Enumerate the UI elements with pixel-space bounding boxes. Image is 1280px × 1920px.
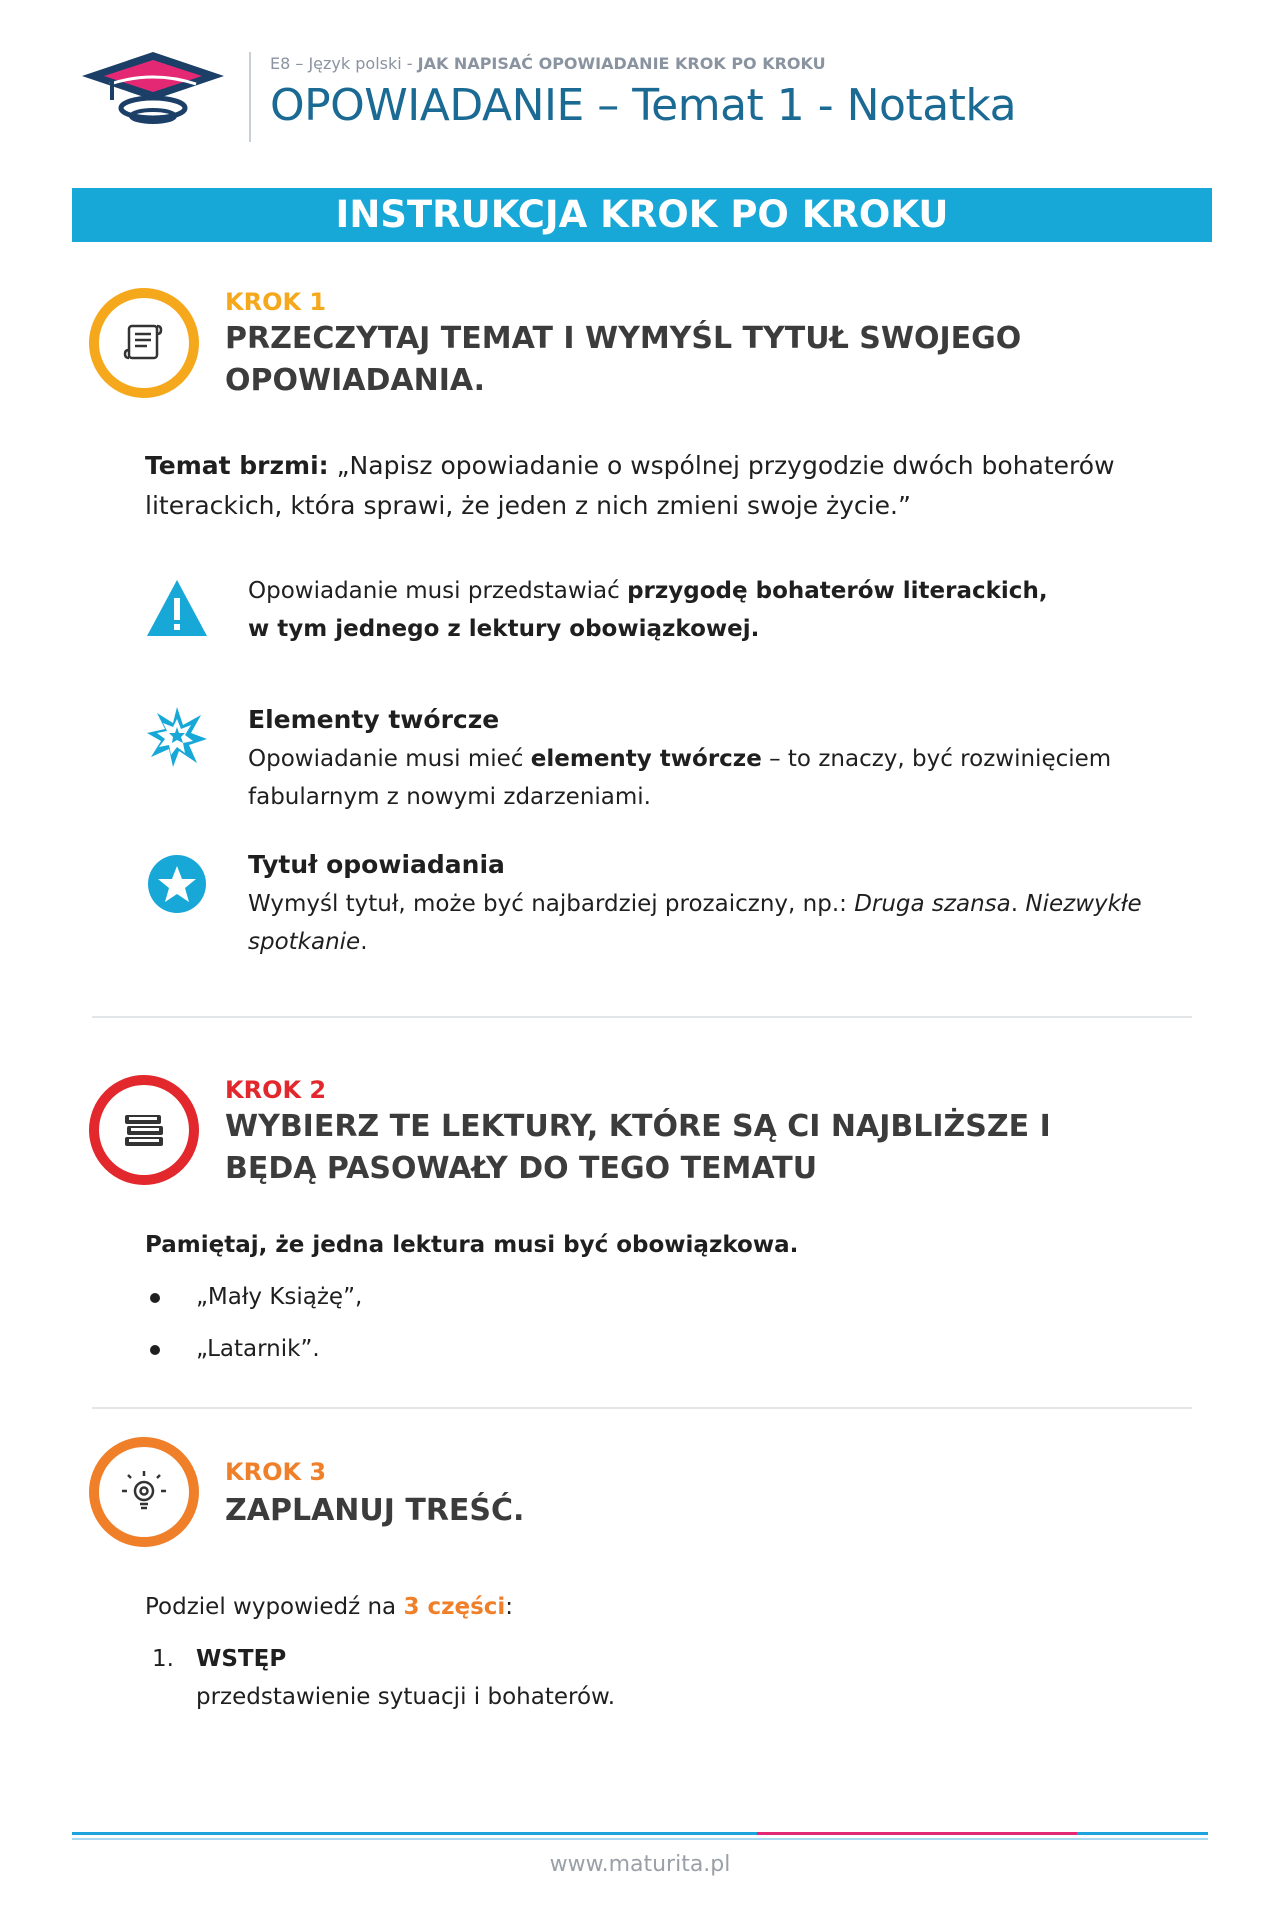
step1-title: PRZECZYTAJ TEMAT I WYMYŚL TYTUŁ SWOJEGO OPOWIADANIA. (225, 321, 1022, 398)
part-name: WSTĘP (196, 1646, 287, 1672)
divider-2 (92, 1407, 1192, 1409)
scroll-icon (119, 318, 169, 368)
step1-topic: Temat brzmi: „Napisz opowiadanie o wspólnej przygodzie dwóch bohaterów literackich, która sprawi, że jeden z nich zmieni swoje życie.” (145, 451, 1115, 520)
footer-line-accent (757, 1832, 1077, 1835)
list-item: „Mały Książę”, (196, 1284, 363, 1310)
warning-icon (145, 576, 209, 640)
creative-text: Opowiadanie musi mieć elementy twórcze – to znaczy, być rozwinięciem fabularnym z nowymi zdarzeniami. (248, 746, 1112, 810)
part-number: 1. (152, 1646, 174, 1672)
step3-intro: Podziel wypowiedź na 3 części: (145, 1594, 514, 1620)
warning-text: Opowiadanie musi przedstawiać przygodę bohaterów literackich, w tym jednego z lektury obowiązkowej. (248, 578, 1048, 642)
step3-circle (89, 1437, 199, 1547)
graduation-cap-logo (80, 50, 226, 128)
title-tip-heading: Tytuł opowiadania (248, 850, 505, 879)
page-title: OPOWIADANIE – Temat 1 - Notatka (270, 80, 1017, 131)
footer-line-light (72, 1838, 1208, 1840)
list-item: „Latarnik”. (196, 1336, 320, 1362)
bullet-1 (150, 1293, 160, 1303)
step1-label: KROK 1 (225, 288, 327, 316)
books-icon (119, 1105, 169, 1155)
step2-note: Pamiętaj, że jedna lektura musi być obowiązkowa. (145, 1232, 799, 1258)
footer-url: www.maturita.pl (549, 1852, 731, 1877)
title-tip-text: Wymyśl tytuł, może być najbardziej prozaiczny, np.: Druga szansa. Niezwykłe spotkanie. (248, 891, 1142, 955)
step3-title: ZAPLANUJ TREŚĆ. (225, 1493, 525, 1528)
footer-line (72, 1832, 1208, 1835)
header-divider (249, 52, 251, 142)
step2-label: KROK 2 (225, 1076, 327, 1104)
instructions-banner: INSTRUKCJA KROK PO KROKU (72, 188, 1212, 242)
step1-circle (89, 288, 199, 398)
star-icon (145, 852, 209, 916)
step2-circle (89, 1075, 199, 1185)
header-subtitle: E8 – Język polski - JAK NAPISAĆ OPOWIADANIE KROK PO KROKU (270, 54, 826, 73)
part-description: przedstawienie sytuacji i bohaterów. (196, 1684, 616, 1710)
bullet-2 (150, 1345, 160, 1355)
step3-label: KROK 3 (225, 1458, 327, 1486)
lightbulb-icon (119, 1467, 169, 1517)
step2-title: WYBIERZ TE LEKTURY, KTÓRE SĄ CI NAJBLIŻSZE I BĘDĄ PASOWAŁY DO TEGO TEMATU (225, 1109, 1051, 1186)
creative-heading: Elementy twórcze (248, 705, 500, 734)
burst-icon (145, 705, 209, 769)
divider-1 (92, 1016, 1192, 1018)
